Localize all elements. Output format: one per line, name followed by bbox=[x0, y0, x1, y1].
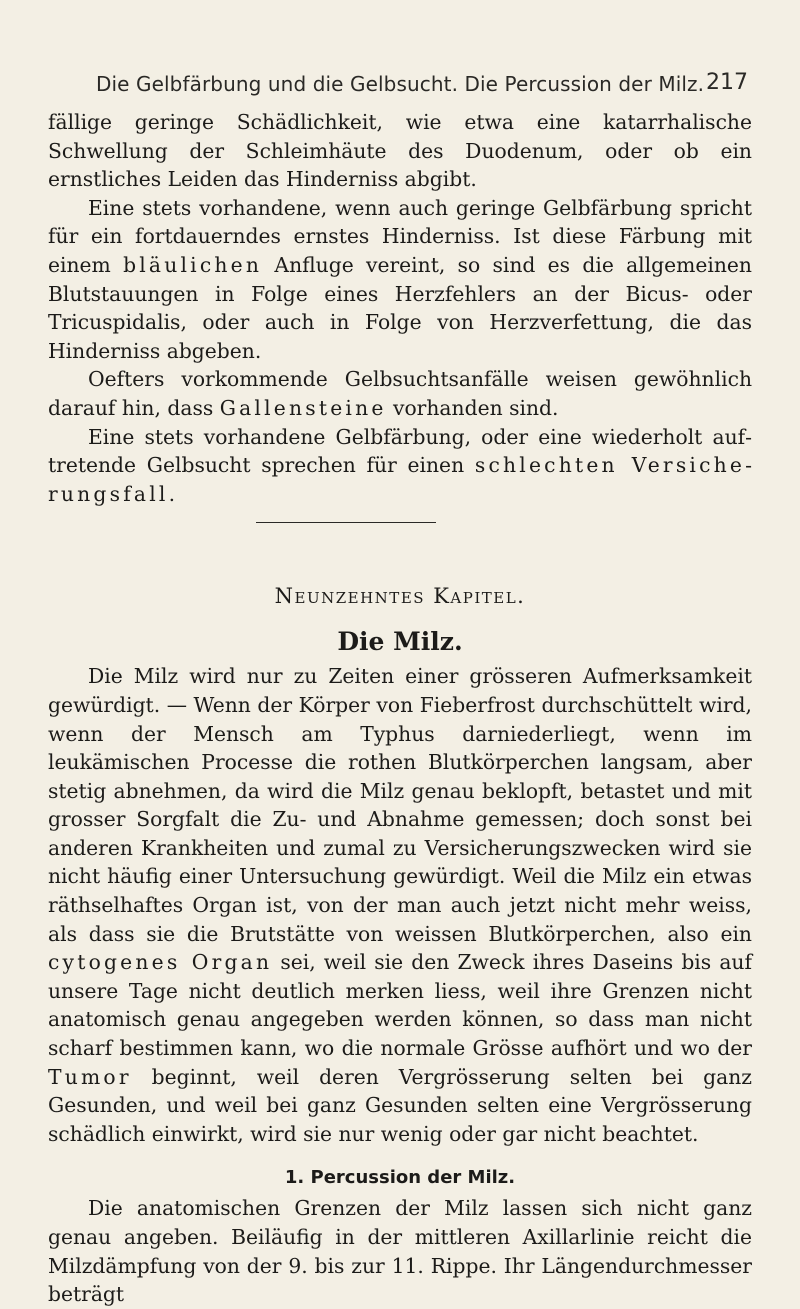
page-header bbox=[96, 72, 748, 102]
paragraph-continuation bbox=[48, 108, 752, 194]
paragraph-text: Die anatomischen Grenzen der Milz lassen sich nicht ganz genau angeben. Beiläufig in der mittleren Axillarlinie reicht die Milzdämpfung von der 9. bis zur 11. Rippe. Ihr Längendurchmesser beträgt bbox=[48, 1196, 752, 1307]
paragraph-text: Eine stets vorhandene, wenn auch geringe Gelbfärbung spricht für ein fortdauerndes ernstes Hinderniss. Ist diese Färbung mit einem bbox=[48, 195, 752, 277]
spaced-emphasis: schlechten Versicherungsfall bbox=[48, 453, 752, 506]
paragraph-text: Anfluge vereint, so sind es die allgemeinen Blutstauungen in Folge eines Herzfehlers an der Bicus- oder Tricuspidalis, oder auch in Folge von Herzverfettung, die das Hinderniss abgeben. bbox=[48, 252, 752, 363]
paragraph-text: Oefters vorkommende Gelbsuchtsanfälle weisen gewöhnlich darauf hin, dass bbox=[48, 367, 752, 420]
paragraph-text: Eine stets vorhandene Gelbfärbung, oder eine wiederholt auftretende Gelbsucht sprechen für einen bbox=[48, 424, 752, 478]
paragraph-yellowing bbox=[48, 194, 752, 366]
paragraph-percussion bbox=[48, 1194, 752, 1308]
spaced-emphasis: bläulichen bbox=[123, 252, 263, 277]
paragraph-text: sei, weil sie den Zweck ihres Daseins bis auf unsere Tage nicht deutlich merken liess, weil ihre Grenzen nicht anatomisch genau angegeben werden können, so dass man nicht scharf bestimmen kann, wo die normale Grösse aufhört und wo der bbox=[48, 950, 752, 1061]
chapter-label: Neunzehntes Kapitel. bbox=[274, 584, 526, 609]
spaced-emphasis: cytogenes Organ bbox=[48, 950, 273, 975]
paragraph-text: Die Milz wird nur zu Zeiten einer grösseren Aufmerksamkeit gewürdigt. — Wenn der Körper von Fieberfrost durchschüttelt wird, wenn der Mensch am Typhus darniederliegt, wenn im leukämischen Processe die rothen Blutkörperchen langsam, aber stetig abnehmen, da wird die Milz genau beklopft, betastet und mit grosser Sorgfalt die Zu- und Abnahme gemessen; doch sonst bei anderen Krankheiten und zumal zu Versicherungszwecken wird sie nicht häufig einer Untersuchung gewürdigt. Weil die Milz ein etwas räthselhaftes Organ ist, von der man auch jetzt nicht mehr weiss, als dass sie die Brutstätte von weissen Blutkörperchen, also ein bbox=[48, 664, 752, 946]
section-title: 1. Percussion der Milz. bbox=[284, 1167, 516, 1189]
paragraph-text: beginnt, weil deren Vergrösserung selten bei ganz Gesunden, und weil bei ganz Gesunden selten eine Vergrösserung schädlich einwirkt, wird sie nur wenig oder gar nicht beachtet. bbox=[48, 1064, 752, 1146]
paragraph-text: fällige geringe Schädlichkeit, wie etwa eine katarrhalische Schwellung der Schleimhäute des Duodenum, oder ob ein ernstliches Leiden das Hinderniss abgibt. bbox=[48, 110, 752, 192]
spaced-emphasis: Gallensteine bbox=[219, 395, 387, 420]
running-title: Die Gelbfärbung und die Gelbsucht. Die Percussion der Milz. bbox=[96, 72, 705, 96]
chapter-title: Die Milz. bbox=[337, 627, 463, 657]
section-divider bbox=[48, 508, 752, 532]
paragraph-text: vorhanden sind. bbox=[386, 395, 559, 420]
paragraph-gallstones bbox=[48, 365, 752, 422]
paragraph-spleen-intro bbox=[48, 662, 752, 1148]
page-number: 217 bbox=[706, 70, 748, 95]
paragraph-text: . bbox=[168, 481, 176, 506]
spaced-emphasis: Tumor bbox=[48, 1064, 132, 1089]
divider-line bbox=[256, 522, 436, 523]
paragraph-insurance bbox=[48, 423, 752, 509]
page-body bbox=[48, 108, 752, 1309]
